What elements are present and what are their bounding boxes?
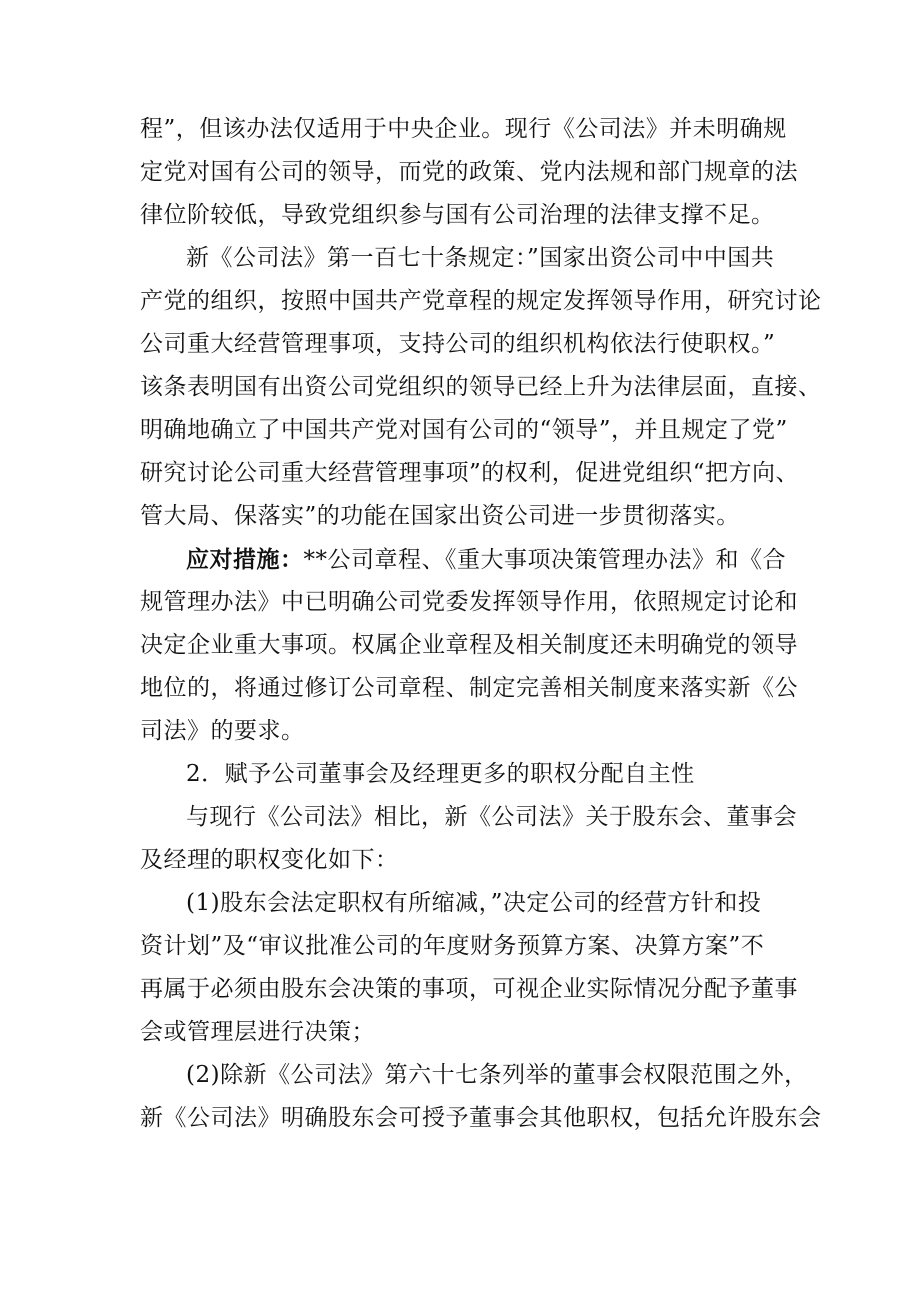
paragraph-2	[140, 237, 822, 538]
text-line: 司法》的要求。	[140, 718, 305, 744]
text-line: 公司重大经营管理事项，支持公司的组织机构依法行使职权。”	[140, 331, 776, 357]
document-page	[140, 108, 822, 1140]
paragraph-5	[140, 796, 800, 882]
paragraph-6	[140, 882, 800, 1054]
text-line: 地位的，将通过修订公司章程、制定完善相关制度来落实新《公	[140, 675, 798, 701]
text-line: 与现行《公司法》相比，新《公司法》关于股东会、董事会	[186, 804, 797, 830]
text-line	[140, 538, 800, 581]
text-line: (1)股东会法定职权有所缩减，”决定公司的经营方针和投	[186, 890, 762, 916]
paragraph-3	[140, 538, 800, 753]
text-line: 再属于必须由股东会决策的事项，可视企业实际情况分配予董事	[140, 976, 798, 1002]
text-line: 规管理办法》中已明确公司党委发挥领导作用，依照规定讨论和	[140, 589, 798, 615]
text-line: 研究讨论公司重大经营管理事项”的权利，促进党组织“把方向、	[140, 460, 800, 486]
text-line: 管大局、保落实”的功能在国家出资公司进一步贯彻落实。	[140, 503, 740, 529]
text-line: 定党对国有公司的领导，而党的政策、党内法规和部门规章的法	[140, 159, 798, 185]
text-line: 及经理的职权变化如下：	[140, 847, 399, 873]
paragraph-1	[140, 108, 800, 237]
text-line: 2．赋予公司董事会及经理更多的职权分配自主性	[186, 761, 695, 787]
text-line: 资计划”及“审议批准公司的年度财务预算方案、决算方案”不	[140, 933, 765, 959]
text-line: (2)除新《公司法》第六十七条列举的董事会权限范围之外，	[186, 1062, 808, 1088]
text-line: 该条表明国有出资公司党组织的领导已经上升为法律层面，直接、	[140, 374, 822, 400]
text-line: 新《公司法》第一百七十条规定：”国家出资公司中中国共	[186, 245, 775, 271]
text-line: 新《公司法》明确股东会可授予董事会其他职权，包括允许股东会	[140, 1105, 822, 1131]
text-line: 明确地确立了中国共产党对国有公司的“领导”，并且规定了党”	[140, 417, 788, 443]
text-line: 会或管理层进行决策；	[140, 1019, 375, 1045]
text-line: 程”，但该办法仅适用于中央企业。现行《公司法》并未明确规	[140, 116, 787, 142]
paragraph-7	[140, 1054, 822, 1140]
text-line: 律位阶较低，导致党组织参与国有公司治理的法律支撑不足。	[140, 202, 775, 228]
text-line: 产党的组织，按照中国共产党章程的规定发挥领导作用，研究讨论	[140, 288, 822, 314]
countermeasure-label: 应对措施：	[186, 546, 304, 573]
section-heading	[140, 753, 800, 796]
text-span: **公司章程、《重大事项决策管理办法》和《合	[303, 547, 786, 573]
text-line: 决定企业重大事项。权属企业章程及相关制度还未明确党的领导	[140, 632, 798, 658]
